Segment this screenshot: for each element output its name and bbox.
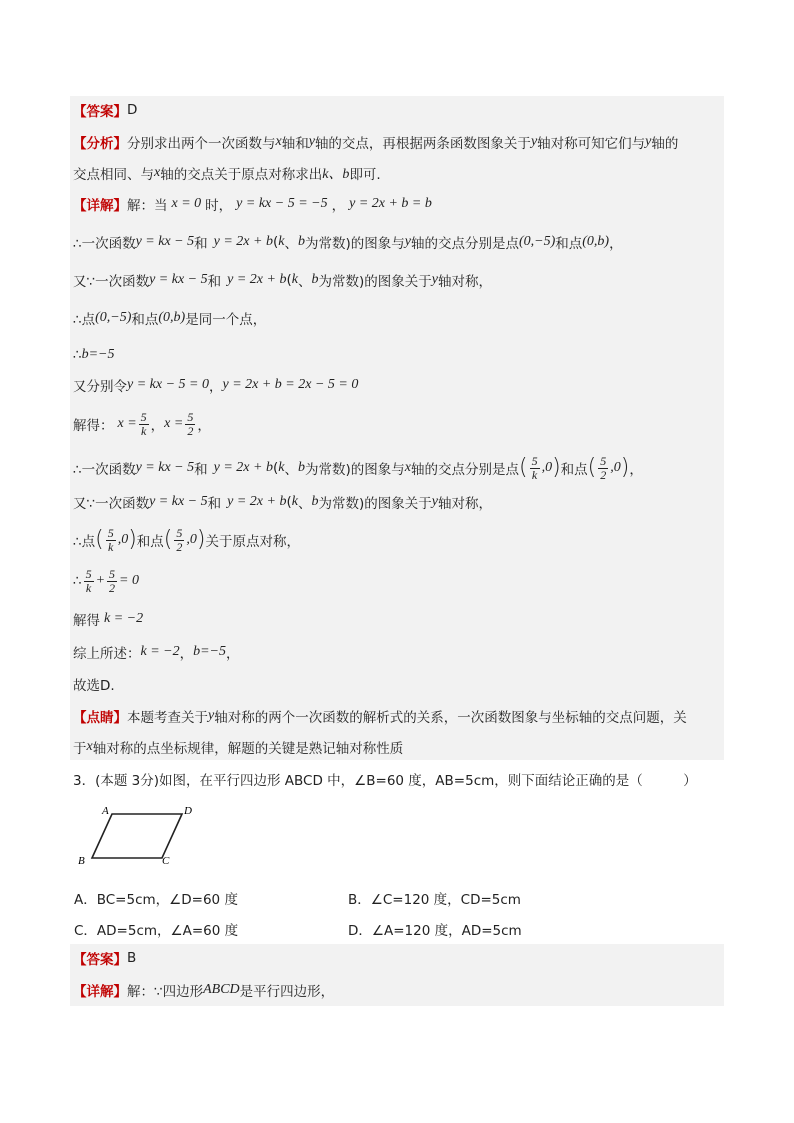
- detail-line-3: 又∵一次函数 y = kx − 5 和 y = 2x + b ( k 、 b 为常数)的图象关于 y 轴对称，: [73, 272, 492, 290]
- detail-line-1: 【详解】 解：当 x = 0 时， y = kx − 5 = −5 ， y = 2x + b = b: [73, 196, 432, 214]
- detail-line-12: 解得 k = −2: [73, 611, 144, 629]
- detail-line-13: 综上所述： k = −2 ， b=−5 ，: [73, 644, 240, 662]
- detail-line-4: ∴点 (0,−5) 和点 (0,b) 是同一个点，: [73, 310, 267, 328]
- detail-line-6: 又分别令 y = kx − 5 = 0 ， y = 2x + b = 2x − 5 = 0: [73, 377, 359, 395]
- detail-line-9: 又∵一次函数 y = kx − 5 和 y = 2x + b ( k 、 b 为常数)的图象关于 y 轴对称，: [73, 494, 492, 512]
- answer-line-2: 【答案】 B: [73, 950, 137, 968]
- fraction-5-over-k: $\frac{5}{k}$: [107, 525, 114, 554]
- option-a: A．BC=5cm，∠D=60 度: [74, 892, 238, 908]
- fraction-5-over-2: $\frac{5}{2}$: [109, 566, 116, 595]
- parallelogram-figure: [74, 802, 194, 868]
- analysis-line-1: 【分析】 分别求出两个一次函数与 x 轴和 y 轴的交点，再根据两条函数图象关于 y 轴对称可知它们与 y 轴的: [73, 134, 679, 152]
- detail-line-8: ∴一次函数 y = kx − 5 和 y = 2x + b ( k 、 b 为常数)的图象与 x 轴的交点分别是点 ( $\frac{5}{k}$ ,0 ) 和点 ( $\frac{5}{2}$ ,0 ) ，: [73, 453, 643, 482]
- option-c: C．AD=5cm，∠A=60 度: [74, 923, 239, 939]
- detail-line-14: 故选D.: [73, 678, 115, 694]
- vertex-label-c: C: [162, 855, 170, 867]
- question-3-stem: 3．(本题 3分)如图，在平行四边形 ABCD 中，∠B=60 度，AB=5cm，则下面结论正确的是（ ）: [73, 773, 697, 789]
- vertex-label-d: D: [184, 805, 192, 817]
- fraction-5-over-k: $\frac{5}{k}$: [140, 409, 147, 438]
- detail-line-11: ∴ $\frac{5}{k}$ + $\frac{5}{2}$ = 0: [73, 566, 139, 595]
- vertex-label-a: A: [102, 805, 109, 817]
- fraction-5-over-2: $\frac{5}{2}$: [187, 409, 194, 438]
- parallelogram-abcd: [92, 814, 182, 858]
- fraction-5-over-2: $\frac{5}{2}$: [176, 525, 183, 554]
- detail-line-2-1: 【详解】 解：∵四边形 ABCD 是平行四边形，: [73, 982, 335, 1000]
- option-d: D．∠A=120 度，AD=5cm: [348, 923, 522, 939]
- detail-line-7: 解得： x = $\frac{5}{k}$ ， x = $\frac{5}{2}$ ，: [73, 409, 211, 438]
- analysis-line-2: 交点相同、与 x 轴的交点关于原点对称求出 k、b 即可.: [73, 165, 381, 183]
- detail-line-10: ∴点 ( $\frac{5}{k}$ ,0 ) 和点 ( $\frac{5}{2}$ ,0 ) 关于原点对称，: [73, 525, 300, 554]
- option-b: B．∠C=120 度，CD=5cm: [348, 892, 521, 908]
- fraction-5-over-k: $\frac{5}{k}$: [85, 566, 92, 595]
- detail-line-5: ∴ b=−5: [73, 347, 115, 363]
- note-line-2: 于 x 轴对称的点坐标规律，解题的关键是熟记轴对称性质: [73, 739, 404, 757]
- answer-line: 【答案】 D: [73, 102, 138, 120]
- vertex-label-b: B: [78, 855, 85, 867]
- fraction-5-over-k: $\frac{5}{k}$: [531, 453, 538, 482]
- fraction-5-over-2: $\frac{5}{2}$: [600, 453, 607, 482]
- detail-line-2: ∴一次函数 y = kx − 5 和 y = 2x + b ( k 、 b 为常数)的图象与 y 轴的交点分别是点 (0,−5) 和点 (0,b) ，: [73, 234, 623, 252]
- note-line-1: 【点睛】 本题考查关于 y 轴对称的两个一次函数的解析式的关系，一次函数图象与坐标轴的交点问题，关: [73, 708, 687, 726]
